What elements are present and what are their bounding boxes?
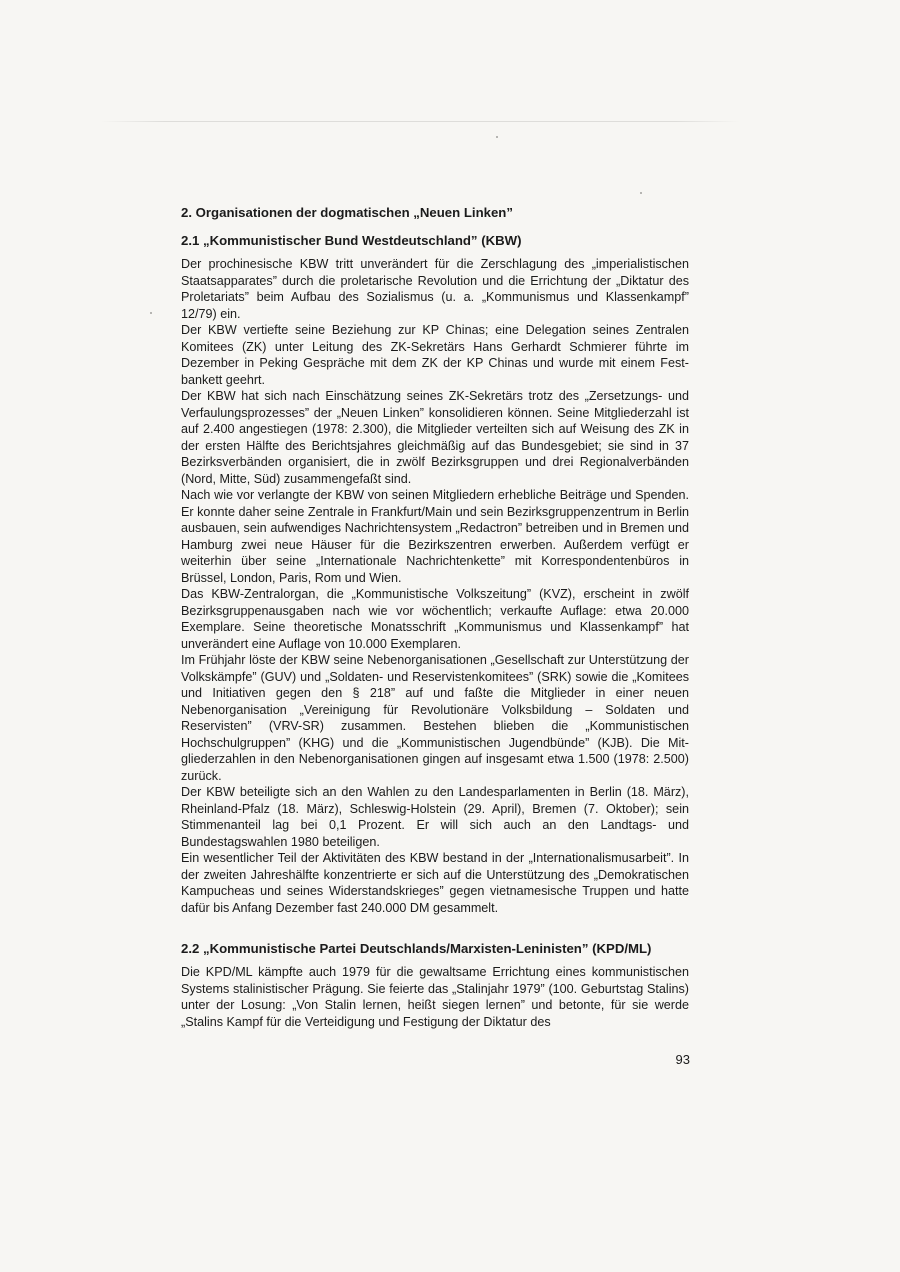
paragraph: Im Frühjahr löste der KBW seine Nebenorganisationen „Gesellschaft zur Unterstützung der Volkskämpfe” (GUV) und „Soldaten- und Reservistenkomitees” (SRK) sowie die „Komitees und Initiativen gegen den § 218” auf und faßte die Mitglieder in einer neuen Nebenorganisation „Vereinigung für Revolutionäre Volksbildung – Soldaten und Reservisten” (VRV-SR) zusammen. Bestehen blieben die „Kommunistischen Hochschulgruppen” (KHG) und die „Kommunistischen Jugendbünde” (KJB). Die Mitgliederzahlen in den Nebenorganisationen gingen auf insgesamt etwa 1.500 (1978: 2.500) zurück. xyxy=(181,653,689,783)
page-number: 93 xyxy=(675,1052,690,1067)
paragraph: Nach wie vor verlangte der KBW von seinen Mitgliedern erhebliche Beiträge und Spenden. Er konnte daher seine Zentrale in Frankfurt/Main und sein Bezirksgruppenzentrum in Berlin ausbauen, sein aufwendiges Nachrichtensystem „Redactron” betreiben und in Bremen und Hamburg zwei neue Häuser für die Bezirkszentren erwerben. Außerdem verfügt er weiterhin über seine „Internationale Nachrichtenkette” mit Korrespondentenbüros in Brüssel, London, Paris, Rom und Wien. xyxy=(181,488,689,585)
scan-speck xyxy=(496,136,498,138)
paragraph: Die KPD/ML kämpfte auch 1979 für die gewaltsame Errichtung eines kommunistischen Systems stalinistischer Prägung. Sie feierte das „Stalinjahr 1979” (100. Geburtstag Stalins) unter der Losung: „Von Stalin lernen, heißt siegen lernen” und betonte, für sie werde „Stalins Kampf für die Verteidigung und Festigung der Diktatur des xyxy=(181,965,689,1029)
section-heading: 2. Organisationen der dogmatischen „Neuen Linken” xyxy=(181,205,513,220)
scan-speck xyxy=(640,192,642,194)
paragraph: Ein wesentlicher Teil der Aktivitäten des KBW bestand in der „Internationalismusarbeit”. In der zweiten Jahreshälfte konzentrierte er sich auf die Unterstützung des „Demokratischen Kampucheas und seines Widerstandskrieges” gegen vietnamesische Truppen und hatte dafür bis Anfang Dezember fast 240.000 DM gesammelt. xyxy=(181,851,689,915)
paragraph: Das KBW-Zentralorgan, die „Kommunistische Volkszeitung” (KVZ), erscheint in zwölf Bezirksgruppenausgaben nach wie vor wöchentlich; verkaufte Auflage: etwa 20.000 Exemplare. Seine theoretische Monatsschrift „Kommunismus und Klassenkampf” hat unverändert eine Auflage von 10.000 Exemplaren. xyxy=(181,587,689,651)
scan-speck xyxy=(150,312,152,314)
subsection-heading-kpdml: 2.2 „Kommunistische Partei Deutschlands/Marxisten-Leninisten” (KPD/ML) xyxy=(181,941,652,956)
scan-artifact-line xyxy=(100,121,740,122)
paragraph: Der prochinesische KBW tritt unverändert für die Zerschlagung des „imperialistischen Staatsapparates” durch die proletarische Revolution und die Errichtung der „Diktatur des Proletariats” beim Aufbau des Sozialismus (u. a. „Kommunismus und Klassenkampf” 12/79) ein. xyxy=(181,257,689,321)
document-page xyxy=(181,204,689,1030)
subsection-heading-kbw: 2.1 „Kommunistischer Bund Westdeutschland” (KBW) xyxy=(181,233,522,248)
paragraph: Der KBW hat sich nach Einschätzung seines ZK-Sekretärs trotz des „Zersetzungs- und Verfaulungsprozesses” der „Neuen Linken” konsolidieren können. Seine Mitgliederzahl ist auf 2.400 angestiegen (1978: 2.300), die Mitglieder verteilten sich auf Weisung des ZK in der ersten Hälfte des Berichtsjahres gleichmäßig auf das Bundesgebiet; sie sind in 37 Bezirksverbänden organisiert, die in zwölf Bezirksgruppen und drei Regionalverbänden (Nord, Mitte, Süd) zusammengefaßt sind. xyxy=(181,389,689,486)
paragraph: Der KBW beteiligte sich an den Wahlen zu den Landesparlamenten in Berlin (18. März), Rheinland-Pfalz (18. März), Schleswig-Holstein (29. April), Bremen (7. Oktober); sein Stimmenanteil lag bei 0,1 Prozent. Er will sich auch an den Landtags- und Bundestagswahlen 1980 beteiligen. xyxy=(181,785,689,849)
paragraph: Der KBW vertiefte seine Beziehung zur KP Chinas; eine Delegation seines Zentralen Komitees (ZK) unter Leitung des ZK-Sekretärs Hans Gerhardt Schmierer führte im Dezember in Peking Gespräche mit dem ZK der KP Chinas und wurde mit einem Festbankett geehrt. xyxy=(181,323,689,387)
